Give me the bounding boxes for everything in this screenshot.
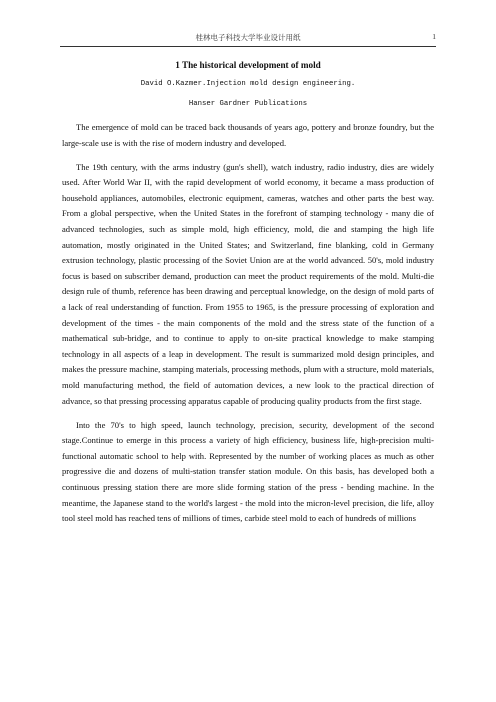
article-body (62, 60, 434, 535)
paragraph: The 19th century, with the arms industry (gun's shell), watch industry, radio industry, dies are widely used. After World War II, with the rapid development of world economy, it became a mass production of household appliances, automobiles, electronic equipment, cameras, watches and other parts the best way. From a global perspective, when the United States in the forefront of stamping technology - many die of advanced technologies, such as simple mold, high efficiency, mold, die and stamping the high life automation, mostly originated in the United States; and Switzerland, fine blanking, cold in Germany extrusion technology, plastic processing of the Soviet Union are at the world advanced. 50's, mold industry focus is based on subscriber demand, production can meet the product requirements of the mold. Multi-die design rule of thumb, reference has been drawing and perceptual knowledge, on the design of mold parts of a lack of real understanding of function. From 1955 to 1965, is the pressure processing of exploration and development of the times - the main components of the mold and the stress state of the function of a mathematical sub-bridge, and to continue to apply to on-site practical knowledge to make stamping technology in all aspects of a leap in development. The result is summarized mold design principles, and makes the pressure machine, stamping materials, processing methods, plum with a structure, mold materials, mold manufacturing method, the field of automation devices, a new look to the practical direction of advance, so that pressing processing apparatus capable of producing quality products from the first stage. (62, 161, 434, 406)
header-title: 桂林电子科技大学毕业设计用纸 (195, 33, 301, 42)
page-header (60, 32, 436, 47)
page-number: 1 (432, 32, 436, 41)
publisher-line: Hanser Gardner Publications (188, 100, 308, 108)
article-title: 1 The historical development of mold (175, 60, 321, 70)
paragraph: Into the 70's to high speed, launch technology, precision, security, development of the second stage.Continue to emerge in this process a variety of high efficiency, business life, high-precision multi-functional automatic school to help with. Represented by the number of working places as much as other progressive die and dozens of multi-station transfer station module. On this basis, has developed both a continuous pressing station there are more slide forming station of the press - bending machine. In the meantime, the Japanese stand to the world's largest - the mold into the micron-level precision, die life, alloy tool steel mold has reached tens of millions of times, carbide steel mold to each of hundreds of millions (62, 419, 434, 524)
paragraph: The emergence of mold can be traced back thousands of years ago, pottery and bronze foundry, but the large-scale use is with the rise of modern industry and developed. (62, 122, 434, 148)
author-line: David O.Kazmer.Injection mold design engineering. (140, 80, 356, 88)
